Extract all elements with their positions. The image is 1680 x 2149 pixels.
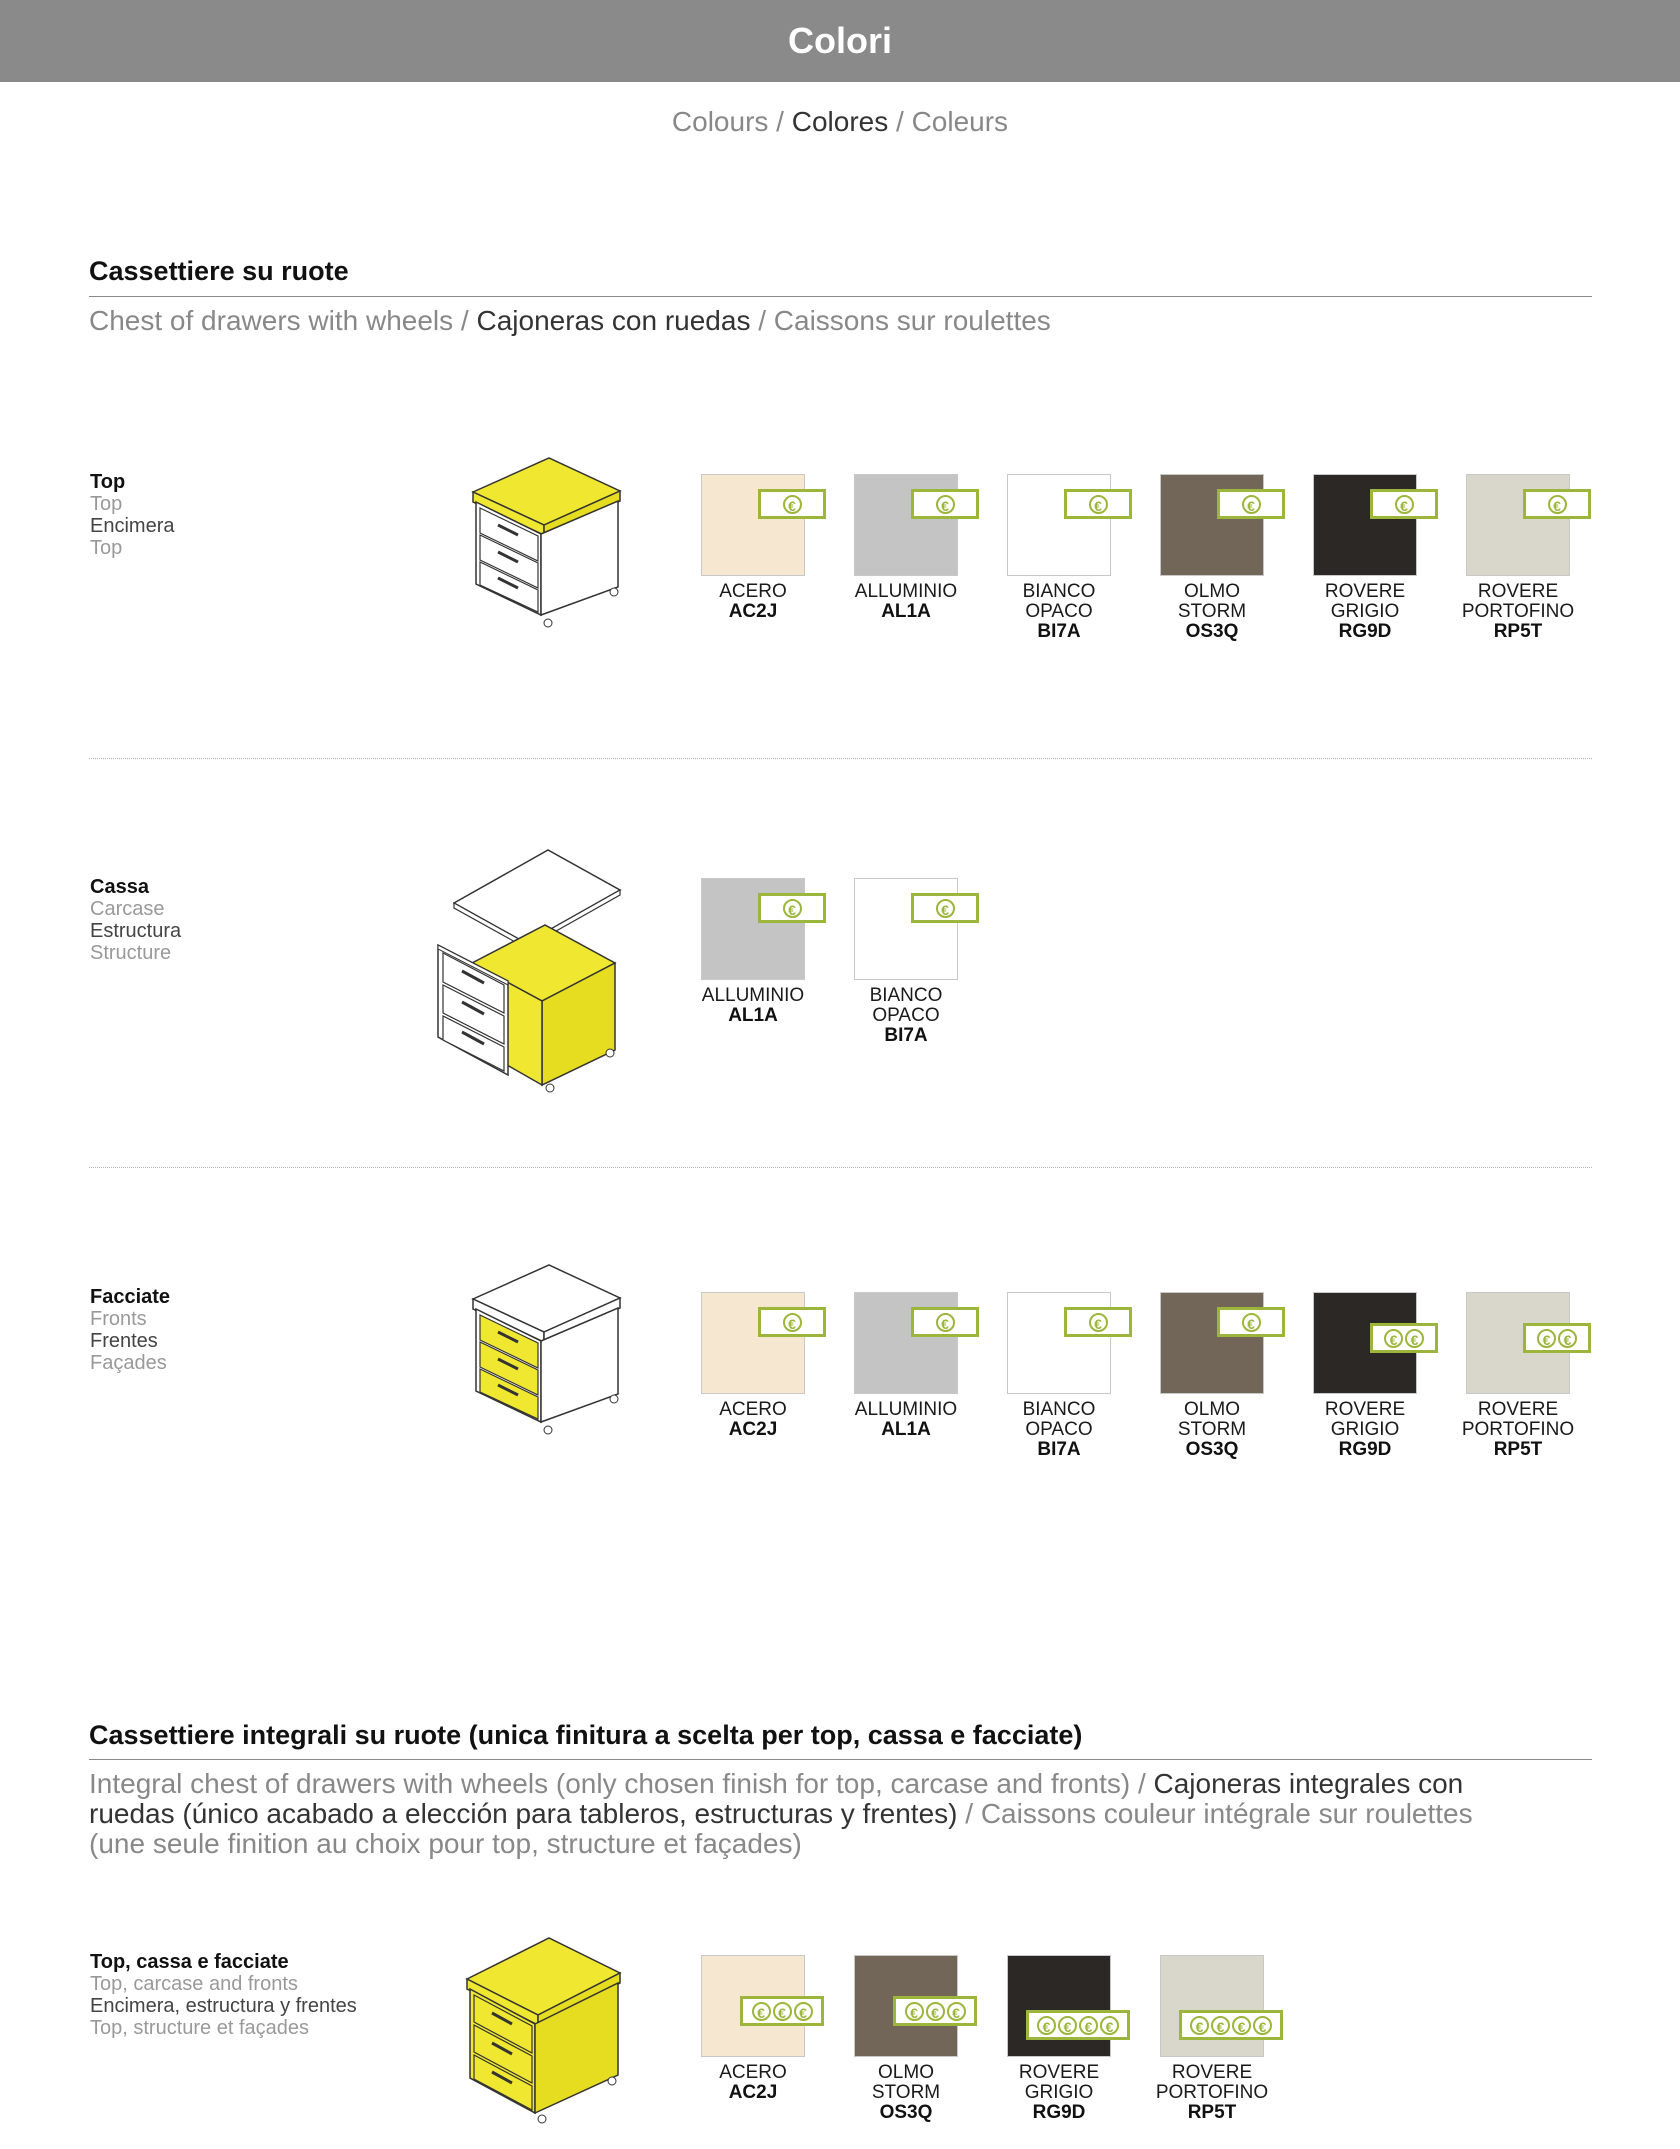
label-es: Encimera bbox=[90, 515, 175, 537]
color-swatch bbox=[701, 1292, 805, 1440]
euro-icon: € bbox=[1211, 2016, 1230, 2035]
swatch-sample bbox=[1466, 474, 1570, 576]
euro-icon: € bbox=[936, 1313, 955, 1332]
swatch-name: ROVERE bbox=[1477, 581, 1559, 602]
swatch-name-line2: PORTOFINO bbox=[1155, 2082, 1269, 2103]
euro-icon: € bbox=[936, 899, 955, 918]
swatch-name: ROVERE bbox=[1018, 2062, 1100, 2083]
swatch-code: RG9D bbox=[1338, 621, 1392, 642]
swatch-name: OLMO bbox=[1184, 1399, 1240, 1420]
swatch-code: AC2J bbox=[728, 601, 778, 622]
swatch-name: ACERO bbox=[719, 1399, 787, 1420]
subtitle-en: Colours bbox=[671, 106, 769, 137]
color-swatch bbox=[1461, 1292, 1575, 1460]
drawer-illustration-top bbox=[468, 455, 628, 630]
swatch-code: BI7A bbox=[1037, 1439, 1081, 1460]
sub-en: Chest of drawers with wheels bbox=[89, 305, 454, 336]
euro-icon: € bbox=[783, 899, 802, 918]
sub-en: Integral chest of drawers with wheels (only chosen finish for top, carcase and fronts) bbox=[89, 1768, 1131, 1799]
price-class-badge bbox=[1064, 1307, 1132, 1337]
price-class-badge bbox=[1523, 489, 1591, 519]
swatch-sample bbox=[1313, 474, 1417, 576]
swatch-code: RP5T bbox=[1493, 1439, 1543, 1460]
swatch-name: BIANCO bbox=[1022, 1399, 1096, 1420]
swatch-code: BI7A bbox=[884, 1025, 928, 1046]
swatch-name: ACERO bbox=[719, 581, 787, 602]
euro-icon: € bbox=[783, 495, 802, 514]
swatch-code: OS3Q bbox=[1185, 621, 1239, 642]
row-label-integral bbox=[90, 1951, 357, 2039]
swatch-name-line2: OPACO bbox=[1025, 1419, 1093, 1440]
price-class-badge bbox=[758, 489, 826, 519]
swatch-name: ROVERE bbox=[1324, 1399, 1406, 1420]
label-fr: Façades bbox=[90, 1352, 167, 1374]
swatch-name-line2: STORM bbox=[871, 2082, 941, 2103]
swatch-sample bbox=[854, 1292, 958, 1394]
sub-sep: / bbox=[453, 305, 477, 336]
swatch-sample bbox=[1160, 474, 1264, 576]
sub-fr: (une seule finition au choix pour top, structure et façades) bbox=[89, 1828, 802, 1859]
euro-icon: € bbox=[1395, 495, 1414, 514]
euro-icon: € bbox=[1405, 1329, 1424, 1348]
swatch-sample bbox=[701, 1292, 805, 1394]
price-class-badge bbox=[911, 1307, 979, 1337]
swatch-sample bbox=[1160, 1955, 1267, 2057]
price-class-badge bbox=[1217, 489, 1285, 519]
swatch-sample bbox=[701, 878, 805, 980]
euro-icon: € bbox=[936, 495, 955, 514]
euro-icon: € bbox=[1384, 1329, 1403, 1348]
swatch-sample bbox=[854, 474, 958, 576]
swatch-name-line2: PORTOFINO bbox=[1461, 1419, 1575, 1440]
color-swatch bbox=[1160, 474, 1264, 642]
row-label-facciate bbox=[90, 1286, 170, 1374]
swatch-name-line2: STORM bbox=[1177, 1419, 1247, 1440]
color-swatch bbox=[854, 878, 958, 1046]
label-it: Cassa bbox=[90, 876, 149, 898]
euro-icon: € bbox=[1558, 1329, 1577, 1348]
swatch-code: AL1A bbox=[728, 1005, 778, 1026]
section-rule bbox=[89, 296, 1592, 297]
dotted-divider bbox=[89, 1167, 1592, 1168]
label-fr: Structure bbox=[90, 942, 172, 964]
swatch-code: RG9D bbox=[1032, 2102, 1086, 2123]
color-swatch bbox=[854, 474, 958, 622]
color-swatch bbox=[1160, 1292, 1264, 1460]
swatch-name: OLMO bbox=[1184, 581, 1240, 602]
swatch-name-line2: GRIGIO bbox=[1330, 601, 1400, 622]
swatch-code: OS3Q bbox=[1185, 1439, 1239, 1460]
sub-sep: / bbox=[1130, 1768, 1154, 1799]
swatch-name-line2: OPACO bbox=[872, 1005, 940, 1026]
section-subtitle-wheels bbox=[89, 306, 1592, 336]
section-rule bbox=[89, 1759, 1592, 1760]
euro-icon: € bbox=[1242, 1313, 1261, 1332]
label-es: Estructura bbox=[90, 920, 182, 942]
section-title-integral: Cassettiere integrali su ruote (unica finitura a scelta per top, cassa e facciate) bbox=[89, 1720, 1083, 1750]
label-en: Top bbox=[90, 493, 123, 515]
row-label-cassa bbox=[90, 876, 181, 964]
color-swatch bbox=[701, 474, 805, 622]
price-class-badge bbox=[1217, 1307, 1285, 1337]
swatch-name: ALLUMINIO bbox=[854, 1399, 958, 1420]
euro-icon: € bbox=[1537, 1329, 1556, 1348]
swatch-sample bbox=[854, 878, 958, 980]
swatch-name: ALLUMINIO bbox=[854, 581, 958, 602]
price-class-badge bbox=[1370, 489, 1438, 519]
swatch-name-line2: GRIGIO bbox=[1330, 1419, 1400, 1440]
sub-fr: Caissons sur roulettes bbox=[773, 305, 1051, 336]
euro-icon: € bbox=[1232, 2016, 1251, 2035]
swatch-sample bbox=[1466, 1292, 1570, 1394]
swatch-code: OS3Q bbox=[879, 2102, 933, 2123]
swatch-sample bbox=[701, 1955, 805, 2057]
euro-icon: € bbox=[1242, 495, 1261, 514]
swatch-code: AL1A bbox=[881, 601, 931, 622]
sub-es: Cajoneras con ruedas bbox=[476, 305, 751, 336]
euro-icon: € bbox=[773, 2002, 792, 2021]
euro-icon: € bbox=[905, 2002, 924, 2021]
subtitle-sep: / bbox=[768, 106, 792, 137]
label-es: Encimera, estructura y frentes bbox=[90, 1995, 357, 2017]
euro-icon: € bbox=[1100, 2016, 1119, 2035]
price-class-badge bbox=[758, 1307, 826, 1337]
swatch-sample bbox=[854, 1955, 958, 2057]
header-bar bbox=[0, 0, 1680, 82]
subtitle-sep: / bbox=[888, 106, 912, 137]
label-fr: Top, structure et façades bbox=[90, 2017, 310, 2039]
row-label-top bbox=[90, 471, 174, 559]
euro-icon: € bbox=[1253, 2016, 1272, 2035]
color-swatch bbox=[1313, 474, 1417, 642]
sub-fr: Caissons couleur intégrale sur roulettes bbox=[980, 1798, 1473, 1829]
color-swatch bbox=[1007, 1292, 1111, 1460]
price-class-badge bbox=[1370, 1323, 1438, 1353]
swatch-name: ALLUMINIO bbox=[701, 985, 805, 1006]
swatch-sample bbox=[1160, 1292, 1264, 1394]
swatch-name: ROVERE bbox=[1324, 581, 1406, 602]
swatch-code: AC2J bbox=[728, 2082, 778, 2103]
swatch-code: RP5T bbox=[1187, 2102, 1237, 2123]
label-en: Carcase bbox=[90, 898, 165, 920]
swatch-code: AC2J bbox=[728, 1419, 778, 1440]
sub-line-1 bbox=[89, 1769, 1592, 1799]
euro-icon: € bbox=[1058, 2016, 1077, 2035]
swatch-name-line2: PORTOFINO bbox=[1461, 601, 1575, 622]
price-class-badge bbox=[1523, 1323, 1591, 1353]
price-class-badge bbox=[911, 489, 979, 519]
euro-icon: € bbox=[1089, 1313, 1108, 1332]
subtitle-fr: Coleurs bbox=[911, 106, 1009, 137]
sub-es: ruedas (único acabado a elección para tableros, estructuras y frentes) bbox=[89, 1798, 958, 1829]
color-swatch bbox=[1155, 1955, 1269, 2123]
swatch-name: BIANCO bbox=[1022, 581, 1096, 602]
label-it: Top, cassa e facciate bbox=[90, 1951, 289, 1973]
swatch-name-line2: STORM bbox=[1177, 601, 1247, 622]
euro-icon: € bbox=[947, 2002, 966, 2021]
euro-icon: € bbox=[1089, 495, 1108, 514]
swatch-code: BI7A bbox=[1037, 621, 1081, 642]
color-swatch bbox=[1313, 1292, 1417, 1460]
price-class-badge bbox=[1026, 2010, 1130, 2040]
section-subtitle-integral bbox=[89, 1769, 1592, 1859]
price-class-badge bbox=[740, 1996, 824, 2026]
euro-icon: € bbox=[926, 2002, 945, 2021]
swatch-name: BIANCO bbox=[869, 985, 943, 1006]
page-title: Colori bbox=[788, 20, 892, 61]
euro-icon: € bbox=[752, 2002, 771, 2021]
swatch-name: ROVERE bbox=[1171, 2062, 1253, 2083]
swatch-name-line2: GRIGIO bbox=[1024, 2082, 1094, 2103]
euro-icon: € bbox=[1037, 2016, 1056, 2035]
drawer-illustration-facciate bbox=[468, 1262, 628, 1437]
price-class-badge bbox=[893, 1996, 977, 2026]
color-swatch bbox=[1007, 1955, 1114, 2123]
euro-icon: € bbox=[1079, 2016, 1098, 2035]
label-it: Top bbox=[90, 471, 126, 493]
swatch-sample bbox=[1007, 474, 1111, 576]
swatch-code: RG9D bbox=[1338, 1439, 1392, 1460]
section-title-wheels: Cassettiere su ruote bbox=[89, 256, 349, 286]
drawer-illustration-integral bbox=[462, 1935, 628, 2125]
sub-line-3 bbox=[89, 1829, 1592, 1859]
euro-icon: € bbox=[1548, 495, 1567, 514]
color-swatch bbox=[701, 878, 805, 1026]
euro-icon: € bbox=[1190, 2016, 1209, 2035]
subtitle-es: Colores bbox=[791, 106, 889, 137]
price-class-badge bbox=[758, 893, 826, 923]
label-it: Facciate bbox=[90, 1286, 171, 1308]
sub-es: Cajoneras integrales con bbox=[1153, 1768, 1464, 1799]
swatch-sample bbox=[701, 474, 805, 576]
swatch-code: AL1A bbox=[881, 1419, 931, 1440]
swatch-name: OLMO bbox=[878, 2062, 934, 2083]
euro-icon: € bbox=[783, 1313, 802, 1332]
drawer-illustration-cassa bbox=[430, 845, 630, 1095]
swatch-sample bbox=[1007, 1955, 1114, 2057]
swatch-sample bbox=[1007, 1292, 1111, 1394]
color-swatch bbox=[1461, 474, 1575, 642]
swatch-code: RP5T bbox=[1493, 621, 1543, 642]
color-swatch bbox=[1007, 474, 1111, 642]
label-fr: Top bbox=[90, 537, 123, 559]
sub-line-2 bbox=[89, 1799, 1592, 1829]
dotted-divider bbox=[89, 758, 1592, 759]
color-swatch bbox=[854, 1955, 958, 2123]
label-es: Frentes bbox=[90, 1330, 158, 1352]
sub-sep: / bbox=[750, 305, 774, 336]
swatch-name: ROVERE bbox=[1477, 1399, 1559, 1420]
price-class-badge bbox=[911, 893, 979, 923]
price-class-badge bbox=[1064, 489, 1132, 519]
page-subtitle bbox=[0, 106, 1680, 138]
swatch-name: ACERO bbox=[719, 2062, 787, 2083]
label-en: Top, carcase and fronts bbox=[90, 1973, 298, 1995]
swatch-name-line2: OPACO bbox=[1025, 601, 1093, 622]
color-swatch bbox=[854, 1292, 958, 1440]
euro-icon: € bbox=[794, 2002, 813, 2021]
swatch-sample bbox=[1313, 1292, 1417, 1394]
label-en: Fronts bbox=[90, 1308, 147, 1330]
sub-sep: / bbox=[957, 1798, 981, 1829]
color-swatch bbox=[701, 1955, 805, 2103]
price-class-badge bbox=[1179, 2010, 1283, 2040]
